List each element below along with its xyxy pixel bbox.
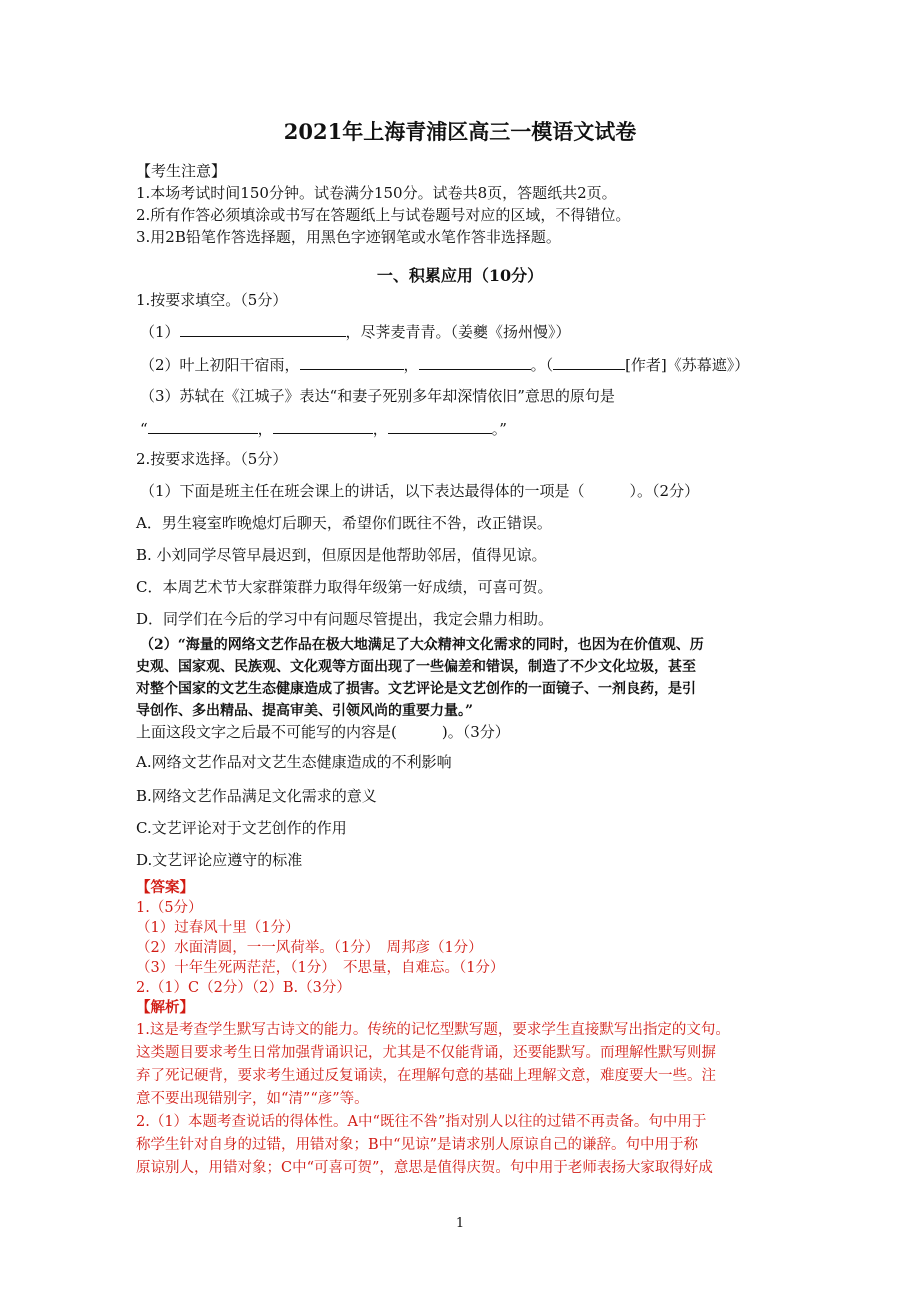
analysis-line: 原谅别人，用错对象；C中“可喜可贺”，意思是值得庆贺。句中用于老师表扬大家取得好成	[136, 1160, 713, 1176]
q1-sub3-comma1: ，	[257, 420, 273, 438]
q1-sub2-suffix: [作者]《苏幕遮》）	[625, 356, 750, 374]
answer-blank[interactable]	[388, 418, 492, 434]
q1-sub2	[140, 354, 749, 375]
page-title: 2021年上海青浦区高三一模语文试卷	[283, 119, 637, 144]
q2-option: A.网络文艺作品对文艺生态健康造成的不利影响	[136, 753, 452, 771]
q2-option: D．同学们在今后的学习中有问题尽管提出，我定会鼎力相助。	[136, 610, 554, 628]
analysis-line: 称学生针对自身的过错，用错对象；B中“见谅”是请求别人原谅自己的谦辞。句中用于称	[136, 1137, 698, 1153]
q1-sub2-comma: ，	[403, 356, 419, 374]
notice-heading: 【考生注意】	[136, 162, 227, 180]
analysis-heading: 【解析】	[136, 999, 194, 1016]
analysis-line: 弃了死记硬背，要求考生通过反复诵读，在理解句意的基础上理解文意，难度要大一些。注	[136, 1068, 716, 1084]
q1-sub3: （3）苏轼在《江城子》表达“和妻子死别多年却深情依旧”意思的原句是	[140, 387, 615, 405]
answer-line: （2）水面清圆，一一风荷举。（1分） 周邦彦（1分）	[136, 940, 483, 956]
answer-blank[interactable]	[419, 354, 531, 370]
passage-line: 对整个国家的文艺生态健康造成了损害。文艺评论是文艺创作的一面镜子、一剂良药，是引	[136, 681, 696, 697]
passage-line: 导创作、多出精品、提高审美、引领风尚的重要力量。”	[136, 703, 474, 719]
answer-line: （3）十年生死两茫茫，（1分） 不思量，自难忘。（1分）	[136, 960, 505, 976]
q2-option: C.文艺评论对于文艺创作的作用	[136, 819, 347, 837]
analysis-line: 2.（1）本题考查说话的得体性。A中“既往不咎”指对别人以往的过错不再责备。句中用于	[136, 1114, 707, 1130]
q1-sub2-prefix: （2）叶上初阳干宿雨，	[140, 356, 300, 374]
answer-line: 2.（1）C（2分）（2）B.（3分）	[136, 980, 351, 996]
answer-line: （1）过春风十里（1分）	[136, 920, 300, 936]
answer-heading: 【答案】	[136, 879, 194, 896]
q2-option: B. 小刘同学尽管早晨迟到，但原因是他帮助邻居，值得见谅。	[136, 546, 547, 564]
q1-sub3-open: “	[140, 420, 148, 438]
question-1-stem: 1.按要求填空。（5分）	[136, 291, 288, 309]
q2-option: B.网络文艺作品满足文化需求的意义	[136, 787, 377, 805]
analysis-line: 意不要出现错别字，如“清”“彦”等。	[136, 1091, 369, 1107]
q2-option: A．男生寝室昨晚熄灯后聊天，希望你们既往不咎，改正错误。	[136, 514, 552, 532]
q1-sub3-comma2: ，	[372, 420, 388, 438]
page-number: 1	[455, 1216, 465, 1231]
notice-item: 1.本场考试时间150分钟。试卷满分150分。试卷共8页，答题纸共2页。	[136, 184, 617, 202]
answer-blank[interactable]	[148, 418, 258, 434]
passage-line: （2）“海量的网络文艺作品在极大地满足了大众精神文化需求的同时，也因为在价值观、历	[140, 637, 704, 653]
q2-sub2: 上面这段文字之后最不可能写的内容是( )。（3分）	[136, 723, 510, 741]
q1-sub3-close: 。”	[491, 420, 507, 438]
notice-item: 3.用2B铅笔作答选择题，用黑色字迹钢笔或水笔作答非选择题。	[136, 228, 561, 246]
question-2-stem: 2.按要求选择。（5分）	[136, 450, 288, 468]
analysis-line: 1.这是考查学生默写古诗文的能力。传统的记忆型默写题，要求学生直接默写出指定的文句。	[136, 1022, 730, 1038]
passage-line: 史观、国家观、民族观、文化观等方面出现了一些偏差和错误，制造了不少文化垃圾，甚至	[136, 659, 696, 675]
section-heading: 一、积累应用（10分）	[376, 266, 544, 285]
q2-sub1: （1）下面是班主任在班会课上的讲话，以下表达最得体的一项是（ ）。（2分）	[140, 482, 700, 500]
answer-blank[interactable]	[300, 354, 404, 370]
answer-line: 1.（5分）	[136, 900, 203, 916]
answer-blank[interactable]	[180, 321, 346, 337]
q2-option: D.文艺评论应遵守的标准	[136, 851, 303, 869]
q1-sub1	[140, 321, 571, 342]
q1-sub1-suffix: ，尽荠麦青青。（姜夔《扬州慢》）	[345, 323, 571, 341]
answer-blank[interactable]	[273, 418, 373, 434]
analysis-line: 这类题目要求考生日常加强背诵识记，尤其是不仅能背诵，还要能默写。而理解性默写则摒	[136, 1045, 716, 1061]
notice-item: 2.所有作答必须填涂或书写在答题纸上与试卷题号对应的区域，不得错位。	[136, 206, 631, 224]
q1-sub1-prefix: （1）	[140, 323, 180, 341]
answer-blank[interactable]	[553, 354, 625, 370]
q1-sub3-blanks	[140, 418, 507, 439]
q1-sub2-mid: 。（	[530, 356, 554, 374]
q2-option: C．本周艺术节大家群策群力取得年级第一好成绩，可喜可贺。	[136, 578, 553, 596]
